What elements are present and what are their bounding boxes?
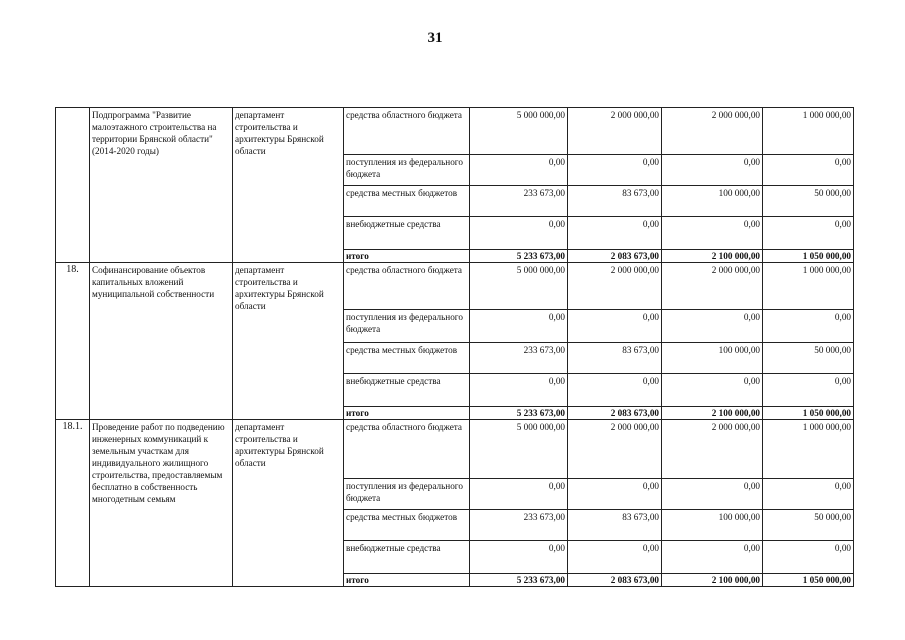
- amount-year-3: 100 000,00: [662, 510, 763, 541]
- amount-year-4: 0,00: [763, 155, 854, 186]
- amount-year-1: 5 233 673,00: [470, 250, 568, 263]
- amount-year-4: 50 000,00: [763, 510, 854, 541]
- amount-year-3: 2 000 000,00: [662, 108, 763, 155]
- amount-year-4: 1 000 000,00: [763, 263, 854, 310]
- amount-year-2: 0,00: [568, 479, 662, 510]
- amount-year-3: 2 100 000,00: [662, 250, 763, 263]
- responsible-department: департамент строительства и архитектуры Брянской области: [233, 263, 344, 420]
- funding-source: итого: [344, 407, 470, 420]
- amount-year-2: 2 083 673,00: [568, 574, 662, 587]
- amount-year-1: 0,00: [470, 374, 568, 407]
- amount-year-1: 0,00: [470, 479, 568, 510]
- amount-year-3: 2 100 000,00: [662, 407, 763, 420]
- amount-year-4: 0,00: [763, 479, 854, 510]
- amount-year-2: 2 083 673,00: [568, 250, 662, 263]
- amount-year-4: 1 050 000,00: [763, 574, 854, 587]
- amount-year-1: 0,00: [470, 155, 568, 186]
- amount-year-3: 100 000,00: [662, 343, 763, 374]
- amount-year-3: 0,00: [662, 310, 763, 343]
- amount-year-2: 0,00: [568, 155, 662, 186]
- funding-source: средства местных бюджетов: [344, 510, 470, 541]
- funding-source: итого: [344, 574, 470, 587]
- funding-source: средства местных бюджетов: [344, 343, 470, 374]
- amount-year-3: 0,00: [662, 374, 763, 407]
- amount-year-1: 5 000 000,00: [470, 420, 568, 479]
- funding-source: средства областного бюджета: [344, 420, 470, 479]
- amount-year-2: 2 083 673,00: [568, 407, 662, 420]
- amount-year-1: 5 233 673,00: [470, 407, 568, 420]
- amount-year-3: 0,00: [662, 479, 763, 510]
- amount-year-2: 83 673,00: [568, 510, 662, 541]
- funding-source: средства местных бюджетов: [344, 186, 470, 217]
- table-row: [56, 108, 854, 155]
- item-number-cell: [56, 420, 90, 587]
- amount-year-2: 0,00: [568, 310, 662, 343]
- amount-year-2: 83 673,00: [568, 343, 662, 374]
- amount-year-1: 0,00: [470, 310, 568, 343]
- amount-year-2: 0,00: [568, 541, 662, 574]
- amount-year-4: 0,00: [763, 374, 854, 407]
- amount-year-2: 2 000 000,00: [568, 108, 662, 155]
- responsible-department: департамент строительства и архитектуры Брянской области: [233, 108, 344, 263]
- amount-year-2: 0,00: [568, 374, 662, 407]
- amount-year-2: 2 000 000,00: [568, 263, 662, 310]
- amount-year-4: 1 000 000,00: [763, 108, 854, 155]
- amount-year-1: 233 673,00: [470, 186, 568, 217]
- amount-year-2: 0,00: [568, 217, 662, 250]
- budget-table: [55, 107, 854, 587]
- amount-year-4: 1 000 000,00: [763, 420, 854, 479]
- amount-year-4: 1 050 000,00: [763, 407, 854, 420]
- item-number-cell: [56, 108, 90, 263]
- funding-source: внебюджетные средства: [344, 374, 470, 407]
- amount-year-3: 2 000 000,00: [662, 263, 763, 310]
- amount-year-1: 0,00: [470, 541, 568, 574]
- measure-name: Проведение работ по подведению инженерных коммуникаций к земельным участкам для индивидуального жилищного строительства, предоставляемым бесплатно в собственность многодетным семьям: [90, 420, 233, 587]
- funding-source: поступления из федерального бюджета: [344, 310, 470, 343]
- measure-name: Софинансирование объектов капитальных вложений муниципальной собственности: [90, 263, 233, 420]
- funding-source: внебюджетные средства: [344, 217, 470, 250]
- amount-year-4: 1 050 000,00: [763, 250, 854, 263]
- amount-year-4: 50 000,00: [763, 186, 854, 217]
- amount-year-2: 2 000 000,00: [568, 420, 662, 479]
- amount-year-3: 2 000 000,00: [662, 420, 763, 479]
- funding-source: поступления из федерального бюджета: [344, 155, 470, 186]
- funding-source: средства областного бюджета: [344, 108, 470, 155]
- amount-year-3: 2 100 000,00: [662, 574, 763, 587]
- item-number: 18.: [66, 264, 79, 275]
- amount-year-1: 233 673,00: [470, 343, 568, 374]
- amount-year-1: 5 233 673,00: [470, 574, 568, 587]
- responsible-department: департамент строительства и архитектуры Брянской области: [233, 420, 344, 587]
- funding-source: внебюджетные средства: [344, 541, 470, 574]
- amount-year-1: 5 000 000,00: [470, 108, 568, 155]
- amount-year-4: 0,00: [763, 217, 854, 250]
- table-row: [56, 263, 854, 310]
- page-number: 31: [427, 30, 443, 46]
- amount-year-3: 0,00: [662, 541, 763, 574]
- measure-name: Подпрограмма "Развитие малоэтажного строительства на территории Брянской области" (2014-2020 годы): [90, 108, 233, 263]
- amount-year-3: 0,00: [662, 155, 763, 186]
- item-number-cell: [56, 263, 90, 420]
- amount-year-4: 50 000,00: [763, 343, 854, 374]
- amount-year-1: 5 000 000,00: [470, 263, 568, 310]
- amount-year-1: 233 673,00: [470, 510, 568, 541]
- funding-source: итого: [344, 250, 470, 263]
- amount-year-1: 0,00: [470, 217, 568, 250]
- funding-source: средства областного бюджета: [344, 263, 470, 310]
- item-number: 18.1.: [62, 421, 83, 432]
- table-row: [56, 420, 854, 479]
- amount-year-3: 0,00: [662, 217, 763, 250]
- funding-source: поступления из федерального бюджета: [344, 479, 470, 510]
- amount-year-4: 0,00: [763, 541, 854, 574]
- amount-year-3: 100 000,00: [662, 186, 763, 217]
- amount-year-4: 0,00: [763, 310, 854, 343]
- amount-year-2: 83 673,00: [568, 186, 662, 217]
